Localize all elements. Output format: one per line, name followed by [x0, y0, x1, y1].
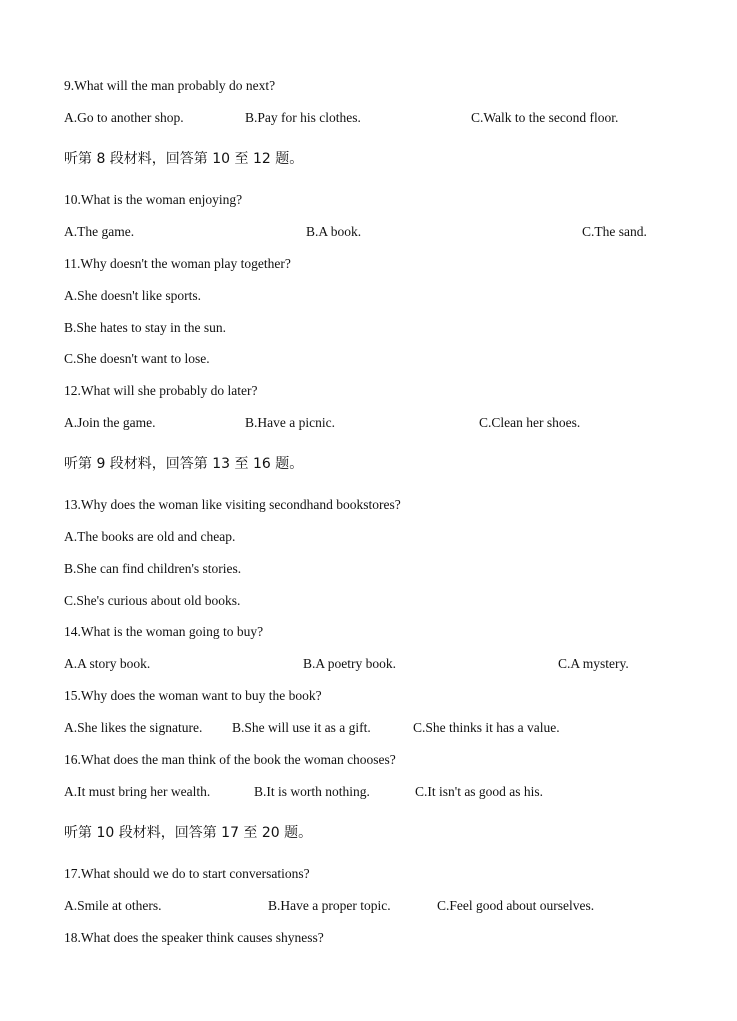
- question-12-option-c: C.Clean her shoes.: [479, 415, 581, 430]
- question-14-option-c: C.A mystery.: [558, 656, 629, 671]
- section-10-heading: 听第 10 段材料，回答第 17 至 20 题。: [64, 825, 313, 841]
- question-14-option-b: B.A poetry book.: [303, 656, 396, 671]
- question-15-option-b: B.She will use it as a gift.: [232, 720, 371, 735]
- question-9-option-c: C.Walk to the second floor.: [471, 110, 619, 125]
- question-10-option-c: C.The sand.: [582, 224, 647, 239]
- question-16-option-c: C.It isn't as good as his.: [415, 784, 544, 799]
- question-13-option-b: B.She can find children's stories.: [64, 561, 242, 576]
- question-17-option-b: B.Have a proper topic.: [268, 898, 391, 913]
- question-11-option-c: C.She doesn't want to lose.: [64, 351, 210, 366]
- question-15-option-a: A.She likes the signature.: [64, 720, 203, 735]
- question-16-option-a: A.It must bring her wealth.: [64, 784, 211, 799]
- question-13-stem: 13.Why does the woman like visiting secondhand bookstores?: [64, 497, 401, 512]
- question-17-stem: 17.What should we do to start conversations?: [64, 866, 310, 881]
- question-12-stem: 12.What will she probably do later?: [64, 383, 258, 398]
- question-11-option-b: B.She hates to stay in the sun.: [64, 320, 226, 335]
- question-15-option-c: C.She thinks it has a value.: [413, 720, 560, 735]
- question-14-option-a: A.A story book.: [64, 656, 151, 671]
- section-8-heading: 听第 8 段材料，回答第 10 至 12 题。: [64, 151, 304, 167]
- question-10-option-a: A.The game.: [64, 224, 135, 239]
- question-10-stem: 10.What is the woman enjoying?: [64, 192, 243, 207]
- question-16-stem: 16.What does the man think of the book the woman chooses?: [64, 752, 396, 767]
- question-9-option-a: A.Go to another shop.: [64, 110, 184, 125]
- question-10-option-b: B.A book.: [306, 224, 362, 239]
- question-11-stem: 11.Why doesn't the woman play together?: [64, 256, 291, 271]
- question-18-stem: 18.What does the speaker think causes shyness?: [64, 930, 324, 945]
- question-16-option-b: B.It is worth nothing.: [254, 784, 370, 799]
- question-17-option-c: C.Feel good about ourselves.: [437, 898, 595, 913]
- question-9-stem: 9.What will the man probably do next?: [64, 78, 276, 93]
- question-12-option-b: B.Have a picnic.: [245, 415, 335, 430]
- section-9-heading: 听第 9 段材料，回答第 13 至 16 题。: [64, 456, 304, 472]
- question-11-option-a: A.She doesn't like sports.: [64, 288, 202, 303]
- question-12-option-a: A.Join the game.: [64, 415, 156, 430]
- question-14-stem: 14.What is the woman going to buy?: [64, 624, 264, 639]
- question-13-option-a: A.The books are old and cheap.: [64, 529, 236, 544]
- question-17-option-a: A.Smile at others.: [64, 898, 162, 913]
- question-9-option-b: B.Pay for his clothes.: [245, 110, 361, 125]
- question-15-stem: 15.Why does the woman want to buy the book?: [64, 688, 322, 703]
- question-13-option-c: C.She's curious about old books.: [64, 593, 241, 608]
